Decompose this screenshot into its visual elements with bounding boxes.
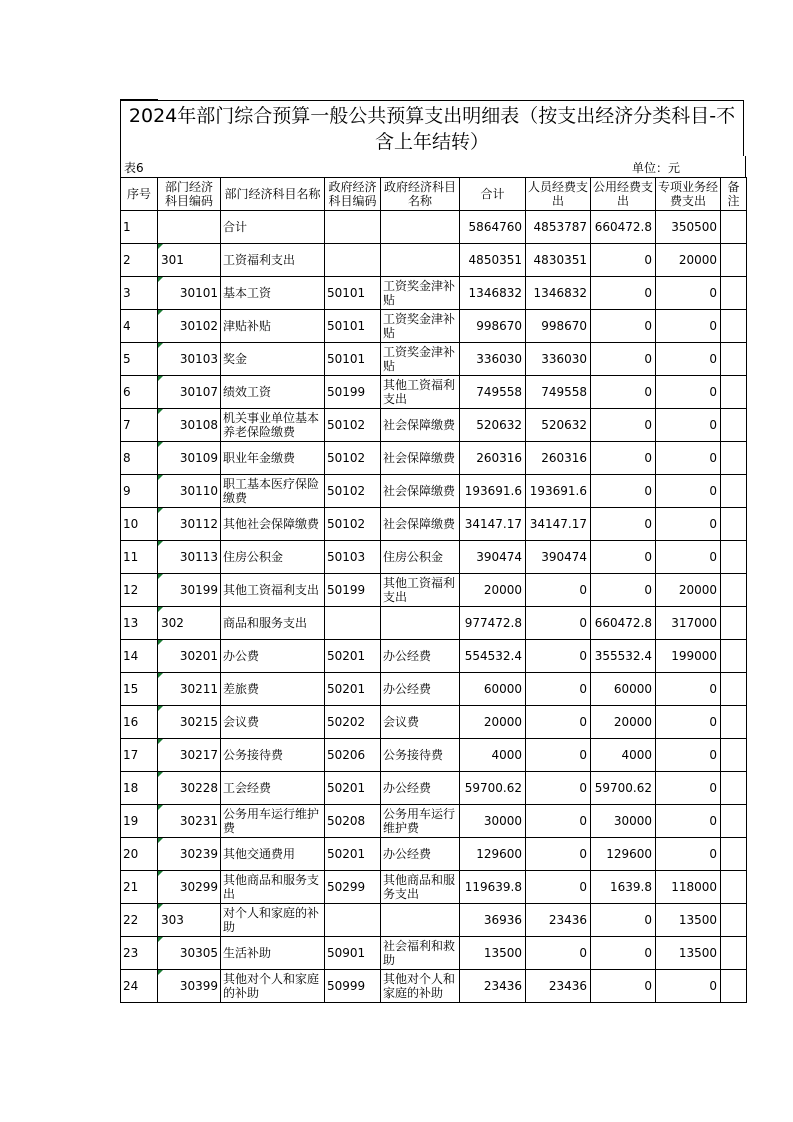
cell-dept-code: 303 bbox=[158, 904, 221, 937]
cell-seq: 6 bbox=[121, 376, 158, 409]
cell-dept-code: 30399 bbox=[158, 970, 221, 1003]
cell-personnel: 0 bbox=[526, 772, 591, 805]
cell-note bbox=[721, 475, 747, 508]
cell-note bbox=[721, 211, 747, 244]
table-row bbox=[121, 970, 747, 1003]
table-row bbox=[121, 409, 747, 442]
cell-seq: 1 bbox=[121, 211, 158, 244]
cell-gov-name: 社会保障缴费 bbox=[381, 442, 460, 475]
cell-gov-name bbox=[381, 244, 460, 277]
table-row bbox=[121, 475, 747, 508]
cell-note bbox=[721, 739, 747, 772]
cell-public: 0 bbox=[591, 277, 656, 310]
cell-seq: 9 bbox=[121, 475, 158, 508]
cell-dept-code: 30107 bbox=[158, 376, 221, 409]
cell-seq: 7 bbox=[121, 409, 158, 442]
cell-note bbox=[721, 277, 747, 310]
cell-seq: 8 bbox=[121, 442, 158, 475]
cell-personnel: 0 bbox=[526, 673, 591, 706]
table-row bbox=[121, 673, 747, 706]
cell-dept-code: 30108 bbox=[158, 409, 221, 442]
cell-dept-name: 奖金 bbox=[221, 343, 325, 376]
cell-seq: 23 bbox=[121, 937, 158, 970]
cell-personnel: 4853787 bbox=[526, 211, 591, 244]
cell-dept-name: 对个人和家庭的补助 bbox=[221, 904, 325, 937]
cell-personnel: 0 bbox=[526, 607, 591, 640]
cell-total: 20000 bbox=[460, 706, 526, 739]
table-row bbox=[121, 739, 747, 772]
table-row bbox=[121, 904, 747, 937]
cell-gov-name: 办公经费 bbox=[381, 640, 460, 673]
cell-personnel: 0 bbox=[526, 871, 591, 904]
cell-dept-code: 30217 bbox=[158, 739, 221, 772]
cell-seq: 2 bbox=[121, 244, 158, 277]
cell-special: 0 bbox=[656, 541, 721, 574]
table-row bbox=[121, 706, 747, 739]
cell-gov-code: 50201 bbox=[325, 640, 381, 673]
cell-seq: 13 bbox=[121, 607, 158, 640]
cell-public: 0 bbox=[591, 937, 656, 970]
cell-total: 119639.8 bbox=[460, 871, 526, 904]
cell-public: 0 bbox=[591, 541, 656, 574]
header-total: 合计 bbox=[460, 178, 526, 211]
cell-gov-code: 50206 bbox=[325, 739, 381, 772]
cell-note bbox=[721, 871, 747, 904]
cell-special: 350500 bbox=[656, 211, 721, 244]
cell-total: 977472.8 bbox=[460, 607, 526, 640]
cell-seq: 20 bbox=[121, 838, 158, 871]
unit-label: 单位：元 bbox=[632, 161, 681, 175]
cell-seq: 15 bbox=[121, 673, 158, 706]
cell-gov-name: 工资奖金津补贴 bbox=[381, 277, 460, 310]
cell-note bbox=[721, 376, 747, 409]
cell-gov-code: 50901 bbox=[325, 937, 381, 970]
cell-total: 20000 bbox=[460, 574, 526, 607]
cell-special: 0 bbox=[656, 310, 721, 343]
cell-dept-name: 机关事业单位基本养老保险缴费 bbox=[221, 409, 325, 442]
cell-dept-code: 30305 bbox=[158, 937, 221, 970]
cell-personnel: 0 bbox=[526, 640, 591, 673]
cell-public: 0 bbox=[591, 574, 656, 607]
cell-gov-name: 办公经费 bbox=[381, 673, 460, 706]
cell-special: 0 bbox=[656, 277, 721, 310]
header-gov-code: 政府经济科目编码 bbox=[325, 178, 381, 211]
cell-note bbox=[721, 904, 747, 937]
cell-gov-code bbox=[325, 904, 381, 937]
cell-special: 0 bbox=[656, 409, 721, 442]
header-gov-name: 政府经济科目名称 bbox=[381, 178, 460, 211]
cell-public: 660472.8 bbox=[591, 607, 656, 640]
cell-special: 20000 bbox=[656, 244, 721, 277]
cell-gov-code: 50208 bbox=[325, 805, 381, 838]
cell-dept-code: 30112 bbox=[158, 508, 221, 541]
cell-total: 1346832 bbox=[460, 277, 526, 310]
cell-note bbox=[721, 541, 747, 574]
cell-gov-name: 其他工资福利支出 bbox=[381, 574, 460, 607]
cell-public: 660472.8 bbox=[591, 211, 656, 244]
cell-public: 0 bbox=[591, 244, 656, 277]
cell-public: 30000 bbox=[591, 805, 656, 838]
meta-row bbox=[120, 156, 746, 177]
cell-dept-code: 30215 bbox=[158, 706, 221, 739]
cell-seq: 24 bbox=[121, 970, 158, 1003]
cell-total: 193691.6 bbox=[460, 475, 526, 508]
cell-seq: 19 bbox=[121, 805, 158, 838]
cell-seq: 5 bbox=[121, 343, 158, 376]
cell-dept-code: 301 bbox=[158, 244, 221, 277]
table-row bbox=[121, 277, 747, 310]
cell-seq: 3 bbox=[121, 277, 158, 310]
table-row bbox=[121, 244, 747, 277]
cell-personnel: 260316 bbox=[526, 442, 591, 475]
cell-personnel: 1346832 bbox=[526, 277, 591, 310]
cell-gov-name: 社会保障缴费 bbox=[381, 475, 460, 508]
cell-total: 30000 bbox=[460, 805, 526, 838]
cell-total: 5864760 bbox=[460, 211, 526, 244]
cell-dept-name: 其他交通费用 bbox=[221, 838, 325, 871]
table-body bbox=[121, 211, 747, 1003]
budget-table bbox=[120, 177, 747, 1003]
cell-note bbox=[721, 508, 747, 541]
cell-note bbox=[721, 706, 747, 739]
table-row bbox=[121, 937, 747, 970]
cell-dept-name: 职工基本医疗保险缴费 bbox=[221, 475, 325, 508]
cell-public: 0 bbox=[591, 409, 656, 442]
cell-gov-code: 50102 bbox=[325, 442, 381, 475]
cell-dept-code: 30103 bbox=[158, 343, 221, 376]
cell-dept-code: 30201 bbox=[158, 640, 221, 673]
cell-gov-name: 其他商品和服务支出 bbox=[381, 871, 460, 904]
cell-gov-name: 公务接待费 bbox=[381, 739, 460, 772]
cell-seq: 14 bbox=[121, 640, 158, 673]
table-row bbox=[121, 871, 747, 904]
cell-gov-name: 社会保障缴费 bbox=[381, 409, 460, 442]
cell-dept-name: 基本工资 bbox=[221, 277, 325, 310]
cell-dept-code: 302 bbox=[158, 607, 221, 640]
cell-special: 0 bbox=[656, 673, 721, 706]
header-row bbox=[121, 178, 747, 211]
cell-gov-code: 50199 bbox=[325, 376, 381, 409]
cell-gov-name: 社会福利和救助 bbox=[381, 937, 460, 970]
cell-public: 0 bbox=[591, 508, 656, 541]
cell-personnel: 336030 bbox=[526, 343, 591, 376]
cell-public: 0 bbox=[591, 442, 656, 475]
cell-note bbox=[721, 937, 747, 970]
cell-special: 0 bbox=[656, 442, 721, 475]
cell-special: 0 bbox=[656, 805, 721, 838]
cell-gov-name bbox=[381, 211, 460, 244]
cell-note bbox=[721, 442, 747, 475]
cell-dept-name: 职业年金缴费 bbox=[221, 442, 325, 475]
cell-note bbox=[721, 244, 747, 277]
cell-dept-name: 差旅费 bbox=[221, 673, 325, 706]
cell-personnel: 0 bbox=[526, 805, 591, 838]
cell-special: 0 bbox=[656, 739, 721, 772]
cell-special: 0 bbox=[656, 772, 721, 805]
table-row bbox=[121, 541, 747, 574]
cell-gov-name bbox=[381, 904, 460, 937]
cell-note bbox=[721, 607, 747, 640]
cell-total: 129600 bbox=[460, 838, 526, 871]
cell-special: 118000 bbox=[656, 871, 721, 904]
cell-note bbox=[721, 772, 747, 805]
cell-seq: 21 bbox=[121, 871, 158, 904]
cell-gov-code: 50102 bbox=[325, 508, 381, 541]
cell-dept-code: 30228 bbox=[158, 772, 221, 805]
cell-total: 520632 bbox=[460, 409, 526, 442]
cell-public: 0 bbox=[591, 904, 656, 937]
header-special: 专项业务经费支出 bbox=[656, 178, 721, 211]
cell-public: 60000 bbox=[591, 673, 656, 706]
cell-public: 129600 bbox=[591, 838, 656, 871]
table-row bbox=[121, 508, 747, 541]
cell-total: 59700.62 bbox=[460, 772, 526, 805]
cell-note bbox=[721, 343, 747, 376]
cell-gov-code: 50199 bbox=[325, 574, 381, 607]
cell-dept-name: 其他社会保障缴费 bbox=[221, 508, 325, 541]
cell-special: 20000 bbox=[656, 574, 721, 607]
cell-gov-code: 50999 bbox=[325, 970, 381, 1003]
cell-note bbox=[721, 805, 747, 838]
cell-dept-name: 工资福利支出 bbox=[221, 244, 325, 277]
table-row bbox=[121, 607, 747, 640]
cell-gov-name bbox=[381, 607, 460, 640]
cell-personnel: 34147.17 bbox=[526, 508, 591, 541]
cell-special: 13500 bbox=[656, 937, 721, 970]
cell-seq: 18 bbox=[121, 772, 158, 805]
cell-total: 390474 bbox=[460, 541, 526, 574]
cell-gov-code: 50201 bbox=[325, 838, 381, 871]
cell-gov-name: 社会保障缴费 bbox=[381, 508, 460, 541]
cell-gov-name: 工资奖金津补贴 bbox=[381, 343, 460, 376]
cell-public: 0 bbox=[591, 970, 656, 1003]
cell-dept-code: 30199 bbox=[158, 574, 221, 607]
cell-dept-code: 30231 bbox=[158, 805, 221, 838]
cell-special: 0 bbox=[656, 838, 721, 871]
cell-dept-name: 津贴补贴 bbox=[221, 310, 325, 343]
cell-total: 23436 bbox=[460, 970, 526, 1003]
cell-dept-code: 30113 bbox=[158, 541, 221, 574]
cell-dept-name: 办公费 bbox=[221, 640, 325, 673]
cell-dept-name: 其他商品和服务支出 bbox=[221, 871, 325, 904]
cell-dept-code: 30110 bbox=[158, 475, 221, 508]
cell-dept-code: 30109 bbox=[158, 442, 221, 475]
cell-gov-code: 50102 bbox=[325, 409, 381, 442]
cell-dept-code bbox=[158, 211, 221, 244]
cell-gov-code bbox=[325, 244, 381, 277]
cell-gov-name: 住房公积金 bbox=[381, 541, 460, 574]
cell-gov-code: 50299 bbox=[325, 871, 381, 904]
cell-public: 1639.8 bbox=[591, 871, 656, 904]
cell-dept-code: 30239 bbox=[158, 838, 221, 871]
cell-dept-name: 其他对个人和家庭的补助 bbox=[221, 970, 325, 1003]
header-note: 备注 bbox=[721, 178, 747, 211]
cell-personnel: 520632 bbox=[526, 409, 591, 442]
cell-note bbox=[721, 310, 747, 343]
cell-dept-name: 合计 bbox=[221, 211, 325, 244]
header-public: 公用经费支出 bbox=[591, 178, 656, 211]
cell-note bbox=[721, 838, 747, 871]
cell-gov-code: 50201 bbox=[325, 772, 381, 805]
table-row bbox=[121, 772, 747, 805]
cell-gov-code: 50101 bbox=[325, 310, 381, 343]
cell-dept-name: 其他工资福利支出 bbox=[221, 574, 325, 607]
cell-personnel: 749558 bbox=[526, 376, 591, 409]
cell-special: 0 bbox=[656, 475, 721, 508]
cell-special: 0 bbox=[656, 706, 721, 739]
cell-public: 4000 bbox=[591, 739, 656, 772]
cell-dept-name: 生活补助 bbox=[221, 937, 325, 970]
cell-total: 4850351 bbox=[460, 244, 526, 277]
cell-gov-code: 50102 bbox=[325, 475, 381, 508]
cell-personnel: 0 bbox=[526, 838, 591, 871]
cell-dept-name: 会议费 bbox=[221, 706, 325, 739]
table-row bbox=[121, 310, 747, 343]
table-row bbox=[121, 838, 747, 871]
cell-total: 260316 bbox=[460, 442, 526, 475]
cell-special: 199000 bbox=[656, 640, 721, 673]
cell-special: 13500 bbox=[656, 904, 721, 937]
cell-personnel: 0 bbox=[526, 739, 591, 772]
cell-public: 59700.62 bbox=[591, 772, 656, 805]
cell-special: 0 bbox=[656, 508, 721, 541]
cell-public: 0 bbox=[591, 343, 656, 376]
cell-gov-code: 50101 bbox=[325, 343, 381, 376]
table-title: 2024年部门综合预算一般公共预算支出明细表（按支出经济分类科目-不含上年结转） bbox=[120, 100, 744, 156]
cell-total: 336030 bbox=[460, 343, 526, 376]
cell-public: 0 bbox=[591, 475, 656, 508]
cell-gov-code: 50202 bbox=[325, 706, 381, 739]
cell-dept-name: 工会经费 bbox=[221, 772, 325, 805]
cell-total: 554532.4 bbox=[460, 640, 526, 673]
cell-total: 34147.17 bbox=[460, 508, 526, 541]
cell-special: 0 bbox=[656, 970, 721, 1003]
cell-total: 13500 bbox=[460, 937, 526, 970]
table-row bbox=[121, 376, 747, 409]
cell-personnel: 998670 bbox=[526, 310, 591, 343]
cell-note bbox=[721, 673, 747, 706]
cell-seq: 11 bbox=[121, 541, 158, 574]
cell-personnel: 0 bbox=[526, 706, 591, 739]
cell-total: 60000 bbox=[460, 673, 526, 706]
cell-total: 749558 bbox=[460, 376, 526, 409]
table-row bbox=[121, 211, 747, 244]
cell-gov-name: 其他工资福利支出 bbox=[381, 376, 460, 409]
cell-seq: 10 bbox=[121, 508, 158, 541]
cell-seq: 22 bbox=[121, 904, 158, 937]
cell-personnel: 23436 bbox=[526, 970, 591, 1003]
cell-total: 998670 bbox=[460, 310, 526, 343]
cell-dept-code: 30299 bbox=[158, 871, 221, 904]
cell-personnel: 0 bbox=[526, 937, 591, 970]
cell-gov-name: 办公经费 bbox=[381, 772, 460, 805]
cell-personnel: 23436 bbox=[526, 904, 591, 937]
cell-gov-name: 其他对个人和家庭的补助 bbox=[381, 970, 460, 1003]
table-row bbox=[121, 442, 747, 475]
cell-dept-name: 绩效工资 bbox=[221, 376, 325, 409]
cell-seq: 12 bbox=[121, 574, 158, 607]
cell-seq: 16 bbox=[121, 706, 158, 739]
cell-seq: 17 bbox=[121, 739, 158, 772]
table-row bbox=[121, 640, 747, 673]
header-dept-code: 部门经济科目编码 bbox=[158, 178, 221, 211]
cell-seq: 4 bbox=[121, 310, 158, 343]
cell-special: 317000 bbox=[656, 607, 721, 640]
header-personnel: 人员经费支出 bbox=[526, 178, 591, 211]
cell-dept-name: 公务接待费 bbox=[221, 739, 325, 772]
cell-dept-code: 30211 bbox=[158, 673, 221, 706]
cell-note bbox=[721, 970, 747, 1003]
cell-special: 0 bbox=[656, 343, 721, 376]
cell-gov-name: 会议费 bbox=[381, 706, 460, 739]
table-row bbox=[121, 343, 747, 376]
cell-gov-name: 公务用车运行维护费 bbox=[381, 805, 460, 838]
cell-total: 36936 bbox=[460, 904, 526, 937]
cell-dept-name: 商品和服务支出 bbox=[221, 607, 325, 640]
table-row bbox=[121, 805, 747, 838]
cell-total: 4000 bbox=[460, 739, 526, 772]
cell-dept-code: 30101 bbox=[158, 277, 221, 310]
cell-dept-code: 30102 bbox=[158, 310, 221, 343]
table-number: 表6 bbox=[124, 161, 144, 175]
cell-public: 20000 bbox=[591, 706, 656, 739]
cell-public: 0 bbox=[591, 310, 656, 343]
cell-gov-code: 50103 bbox=[325, 541, 381, 574]
cell-personnel: 193691.6 bbox=[526, 475, 591, 508]
cell-note bbox=[721, 574, 747, 607]
cell-personnel: 4830351 bbox=[526, 244, 591, 277]
budget-sheet bbox=[120, 100, 746, 1003]
table-row bbox=[121, 574, 747, 607]
cell-gov-code bbox=[325, 211, 381, 244]
cell-special: 0 bbox=[656, 376, 721, 409]
cell-gov-code: 50101 bbox=[325, 277, 381, 310]
cell-note bbox=[721, 409, 747, 442]
cell-public: 355532.4 bbox=[591, 640, 656, 673]
cell-gov-code: 50201 bbox=[325, 673, 381, 706]
cell-dept-name: 公务用车运行维护费 bbox=[221, 805, 325, 838]
cell-dept-name: 住房公积金 bbox=[221, 541, 325, 574]
cell-public: 0 bbox=[591, 376, 656, 409]
cell-gov-name: 办公经费 bbox=[381, 838, 460, 871]
cell-personnel: 0 bbox=[526, 574, 591, 607]
cell-personnel: 390474 bbox=[526, 541, 591, 574]
cell-note bbox=[721, 640, 747, 673]
header-dept-name: 部门经济科目名称 bbox=[221, 178, 325, 211]
header-seq: 序号 bbox=[121, 178, 158, 211]
cell-gov-code bbox=[325, 607, 381, 640]
cell-gov-name: 工资奖金津补贴 bbox=[381, 310, 460, 343]
